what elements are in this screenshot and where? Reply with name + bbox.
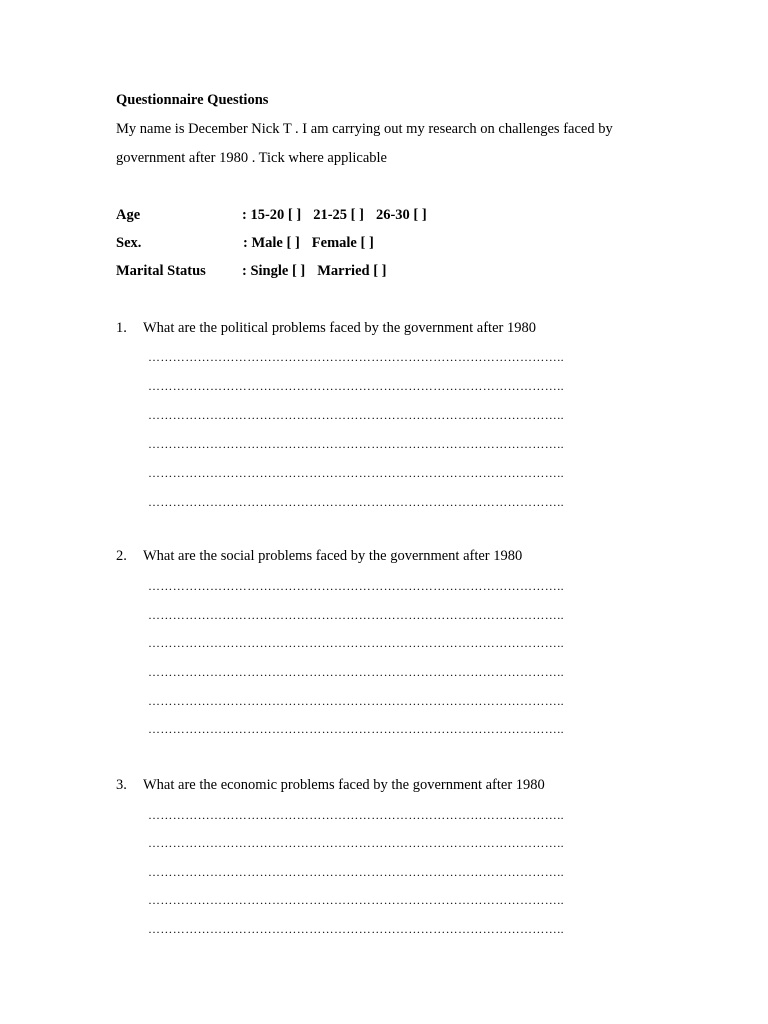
question-2-answer-line[interactable]: ………………………………………………………………………………………..: [148, 579, 564, 593]
question-1-answer-line[interactable]: ………………………………………………………………………………………..: [148, 408, 564, 422]
age-option-15-20[interactable]: 15-20 [ ]: [250, 207, 302, 223]
question-3-number: 3.: [116, 777, 127, 793]
question-2-answer-line[interactable]: ………………………………………………………………………………………..: [148, 636, 564, 650]
question-3-answer-line[interactable]: ………………………………………………………………………………………..: [148, 808, 564, 822]
marital-status-options: : Single [ ] Married [ ]: [242, 263, 387, 279]
page-title: Questionnaire Questions: [116, 92, 269, 108]
question-1-number: 1.: [116, 320, 127, 336]
question-2-answer-line[interactable]: ………………………………………………………………………………………..: [148, 665, 564, 679]
intro-line-2: government after 1980 . Tick where applicable: [116, 150, 387, 166]
question-1-text: What are the political problems faced by the government after 1980: [143, 320, 536, 336]
sex-options: : Male [ ] Female [ ]: [243, 235, 374, 251]
marital-option-single[interactable]: Single [ ]: [250, 263, 306, 279]
question-2-answer-line[interactable]: ………………………………………………………………………………………..: [148, 608, 564, 622]
question-1-answer-line[interactable]: ………………………………………………………………………………………..: [148, 495, 564, 509]
question-3-answer-line[interactable]: ………………………………………………………………………………………..: [148, 922, 564, 936]
question-3-answer-line[interactable]: ………………………………………………………………………………………..: [148, 836, 564, 850]
question-2-number: 2.: [116, 548, 127, 564]
age-label: Age: [116, 207, 141, 223]
question-1-answer-line[interactable]: ………………………………………………………………………………………..: [148, 437, 564, 451]
marital-option-married[interactable]: Married [ ]: [317, 263, 387, 279]
sex-label: Sex.: [116, 235, 142, 251]
sex-option-male[interactable]: Male [ ]: [251, 235, 300, 251]
question-1-answer-line[interactable]: ………………………………………………………………………………………..: [148, 466, 564, 480]
question-2-answer-line[interactable]: ………………………………………………………………………………………..: [148, 694, 564, 708]
question-3-text: What are the economic problems faced by the government after 1980: [143, 777, 545, 793]
question-1-answer-line[interactable]: ………………………………………………………………………………………..: [148, 379, 564, 393]
age-option-21-25[interactable]: 21-25 [ ]: [313, 207, 364, 223]
age-options: : 15-20 [ ] 21-25 [ ] 26-30 [ ]: [242, 207, 427, 223]
age-option-26-30[interactable]: 26-30 [ ]: [375, 207, 427, 223]
question-1-answer-line[interactable]: ………………………………………………………………………………………..: [148, 350, 564, 364]
question-2-text: What are the social problems faced by the government after 1980: [143, 548, 523, 564]
question-3-answer-line[interactable]: ………………………………………………………………………………………..: [148, 893, 564, 907]
question-3-answer-line[interactable]: ………………………………………………………………………………………..: [148, 865, 564, 879]
question-2-answer-line[interactable]: ………………………………………………………………………………………..: [148, 722, 564, 736]
sex-option-female[interactable]: Female [ ]: [311, 235, 374, 251]
marital-status-label: Marital Status: [116, 263, 206, 279]
intro-line-1: My name is December Nick T . I am carrying out my research on challenges faced by: [116, 121, 613, 137]
